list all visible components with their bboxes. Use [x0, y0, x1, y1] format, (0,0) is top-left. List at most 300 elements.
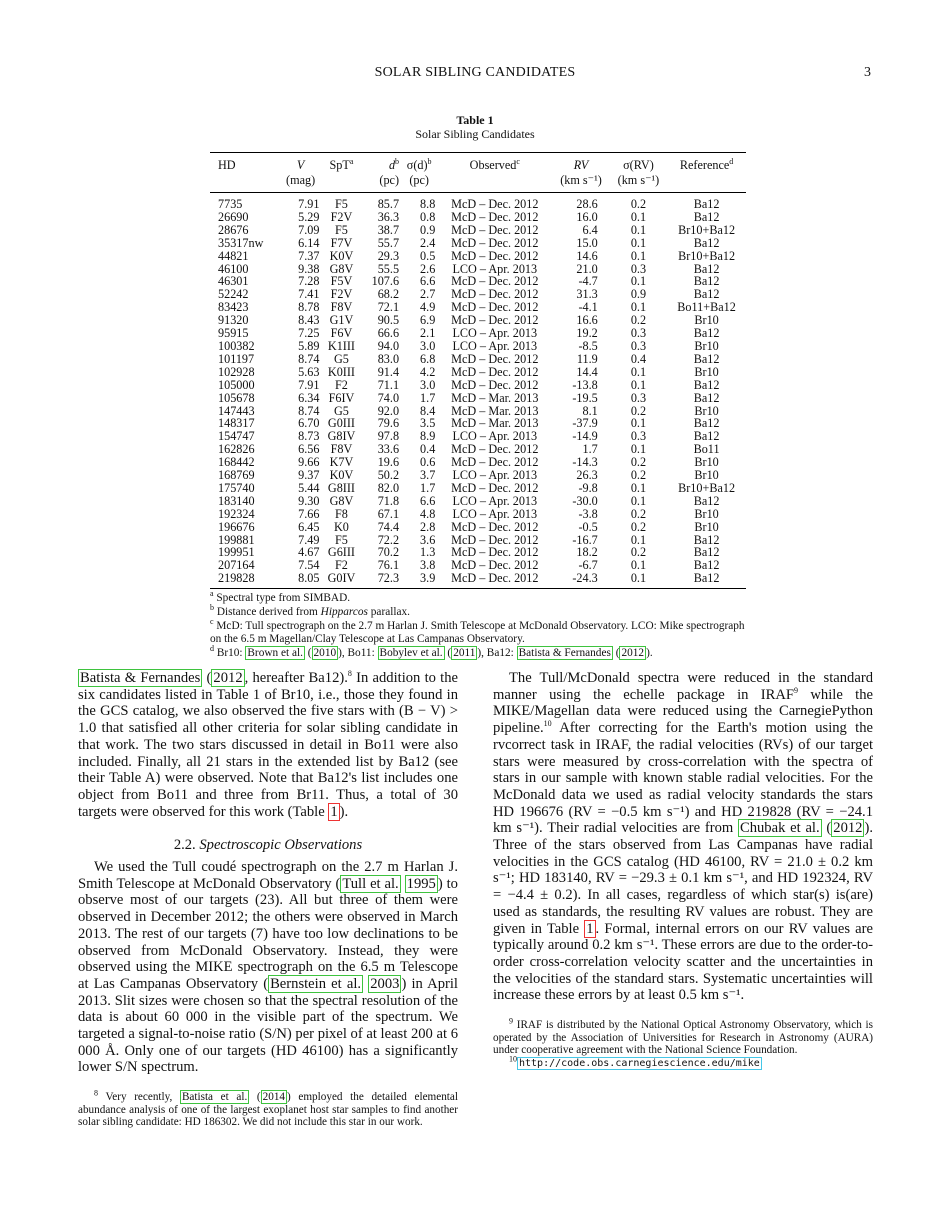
cell-observed: McD – Dec. 2012 — [451, 274, 539, 289]
cell-hd: 105678 — [218, 390, 255, 405]
cell-spt: F2 — [335, 558, 348, 573]
cell-sigma-rv: 0.2 — [630, 403, 647, 418]
cell-v: 5.44 — [298, 480, 320, 495]
cell-observed: McD – Dec. 2012 — [451, 287, 539, 302]
cell-rv: 14.6 — [576, 248, 598, 263]
cell-reference: Br10 — [694, 506, 719, 521]
cell-sigma-d: 3.5 — [420, 416, 436, 431]
cell-spt: K7V — [329, 455, 354, 470]
cell-sigma-d: 2.7 — [420, 287, 436, 302]
cell-hd: 148317 — [218, 416, 255, 431]
cell-d: 55.7 — [377, 235, 400, 250]
cell-rv: -8.5 — [578, 338, 598, 353]
cell-v: 5.89 — [298, 338, 320, 353]
cell-sigma-rv: 0.1 — [630, 442, 647, 457]
section-heading: 2.2. Spectroscopic Observations — [173, 837, 363, 854]
cell-reference: Br10+Ba12 — [678, 248, 736, 263]
cell-d: 72.2 — [377, 532, 400, 547]
cell-d: 50.2 — [377, 468, 400, 483]
cell-v: 7.49 — [298, 532, 320, 547]
cell-v: 5.63 — [298, 364, 320, 379]
cite-brown-2010[interactable]: Brown et al. — [247, 646, 303, 659]
cell-observed: LCO – Apr. 2013 — [452, 493, 538, 508]
page-number: 3 — [864, 65, 871, 80]
cell-observed: McD – Dec. 2012 — [451, 532, 539, 547]
cell-sigma-rv: 0.1 — [630, 558, 647, 573]
cell-hd: 196676 — [218, 519, 255, 534]
cell-spt: K0V — [329, 248, 354, 263]
table-note-a: $^a$ Spectral type from SIMBAD. — [210, 589, 351, 604]
cell-reference: Ba12 — [693, 377, 720, 392]
cell-v: 8.73 — [298, 429, 320, 444]
cell-d: 94.0 — [377, 338, 400, 353]
cell-hd: 192324 — [218, 506, 255, 521]
cell-sigma-rv: 0.1 — [630, 300, 647, 315]
col-spt: SpT$^a$ — [321, 153, 361, 174]
cell-rv: 16.0 — [576, 209, 598, 224]
table-row — [210, 572, 746, 588]
table-ref-1[interactable]: 1 — [330, 803, 338, 820]
cell-spt: K0V — [329, 468, 354, 483]
cell-v: 6.34 — [298, 390, 320, 405]
cell-sigma-d: 1.7 — [420, 390, 436, 405]
cell-reference: Br10 — [694, 455, 719, 470]
cell-rv: -16.7 — [572, 532, 598, 547]
cell-v: 6.56 — [298, 442, 320, 457]
cell-d: 71.1 — [377, 377, 400, 392]
cell-v: 4.67 — [298, 545, 320, 560]
table-caption — [0, 113, 950, 141]
footnote-ref-10: 10 — [543, 719, 552, 729]
cell-v: 6.70 — [298, 416, 320, 431]
cell-spt: F2V — [330, 209, 353, 224]
cell-hd: 168442 — [218, 455, 255, 470]
footnote-8: $^8$ Very recently, Batista et al. ( 2014 ) employed the detailed elemental abundance analysis of one of the largest exoplanet host star samples to find another solar sibling candidate: HD 186302. We did not include this star in our work. — [78, 1088, 458, 1129]
cell-d: 79.6 — [377, 416, 400, 431]
cite-batista-fernandes-year[interactable]: 2012 — [213, 670, 243, 686]
cell-reference: Ba12 — [693, 287, 720, 302]
cell-d: 91.4 — [377, 364, 400, 379]
cell-rv: 6.4 — [582, 222, 598, 237]
right-paragraph-1: The Tull/McDonald spectra were reduced in the standard manner using the echelle package in IRAF$^9$ while the MIKE/Magellan data were reduced using the CarnegiePython pipeline.$^{10}$ After correcting for the Earth's motion using the rvcorrect task in IRAF, the radial velocities (RVs) of our target stars were measured by cross-correlation with the spectra of stars in our sample with known stable radial velocities. For the McDonald data we used as radial velocity standards the stars HD 196676 (RV = −0.5 km s⁻¹) and HD 219828 (RV = −24.1 km s⁻¹). Their radial velocities are from Chubak et al. ( 2012 ). Three of the stars observed from Las Campanas have radial velocities in the GCS catalog (HD 46100, RV = 21.0 ± 0.2 km s⁻¹; HD 183140, RV = −29.3 ± 0.1 km s⁻¹, and HD 192324, RV = −4.4 ± 0.2). In all cases, regardless of which star(s) is(are) used as standards, the resulting RV values are robust. They are given in Table 1 . Formal, internal errors on our RV values are typically around 0.2 km s⁻¹. These errors are due to the order-to-order cross-correlation velocity scatter and the uncertainties in the velocities of the standard stars. Systematic uncertainties will increase these errors by at least 0.5 km s⁻¹. — [493, 670, 873, 1004]
table-notes — [210, 589, 746, 661]
table-row — [210, 379, 746, 392]
unit-sigma-rv: (km s⁻¹) — [610, 173, 667, 193]
cell-spt: F6V — [330, 326, 353, 341]
unit-rv: (km s⁻¹) — [552, 173, 609, 193]
cell-rv: -6.7 — [578, 558, 598, 573]
cell-sigma-d: 4.8 — [420, 506, 436, 521]
right-column — [493, 670, 873, 1070]
table-row — [210, 469, 746, 482]
cell-reference: Br10 — [694, 364, 719, 379]
cell-observed: McD – Dec. 2012 — [451, 235, 539, 250]
cell-d: 85.7 — [377, 197, 400, 211]
cell-spt: F2V — [330, 287, 353, 302]
col-reference: Reference$^d$ — [667, 153, 746, 174]
cell-sigma-rv: 0.2 — [630, 197, 647, 211]
cell-hd: 154747 — [218, 429, 255, 444]
col-d: $d^b$ — [361, 153, 401, 174]
cell-v: 7.28 — [298, 274, 320, 289]
cell-sigma-d: 0.9 — [420, 222, 436, 237]
table-row — [210, 495, 746, 508]
cell-spt: K0 — [334, 519, 349, 534]
cell-rv: -30.0 — [572, 493, 598, 508]
cell-v: 7.41 — [298, 287, 320, 302]
cite-bobylev-2011[interactable]: Bobylev et al. — [379, 646, 443, 659]
cell-observed: LCO – Apr. 2013 — [452, 338, 538, 353]
cell-reference: Ba12 — [693, 235, 720, 250]
cell-v: 8.05 — [280, 572, 322, 588]
cell-sigma-d: 2.8 — [420, 519, 436, 534]
cell-d: 55.5 — [377, 261, 400, 276]
cite-batista-2012-year[interactable]: 2012 — [621, 646, 645, 659]
cell-d: 29.3 — [377, 248, 400, 263]
cell-sigma-rv: 0.3 — [630, 326, 647, 341]
cell-sigma-d: 3.0 — [420, 377, 436, 392]
cell-v: 5.29 — [298, 209, 320, 224]
table-label: Table 1 — [456, 113, 494, 127]
cite-batista-2014-year[interactable]: 2014 — [262, 1091, 286, 1104]
table-row — [210, 508, 746, 521]
cell-rv: 28.6 — [576, 197, 598, 211]
cite-tull[interactable]: Tull et al. — [342, 875, 399, 892]
cell-rv: -9.8 — [578, 480, 598, 495]
cell-v: 8.78 — [298, 300, 320, 315]
cell-hd: 35317nw — [218, 235, 264, 250]
cell-v: 9.37 — [298, 468, 320, 483]
cell-d: 68.2 — [377, 287, 400, 302]
cell-sigma-d: 4.2 — [420, 364, 436, 379]
cell-sigma-d: 3.0 — [420, 338, 436, 353]
cell-spt: G5 — [334, 403, 349, 418]
cell-v: 9.66 — [298, 455, 320, 470]
cell-d: 70.2 — [377, 545, 400, 560]
col-hd: HD — [210, 153, 280, 174]
cell-d: 97.8 — [377, 429, 400, 444]
col-observed: Observed$^c$ — [437, 153, 552, 174]
cell-spt: F5V — [330, 274, 353, 289]
cell-spt: G8IV — [327, 429, 356, 444]
cell-rv: -0.5 — [578, 519, 598, 534]
footnote-10: $^{10}$ http://code.obs.carnegiescience.edu/mike — [509, 1053, 760, 1069]
table-header-row — [210, 153, 746, 174]
cell-v: 7.37 — [298, 248, 320, 263]
cell-sigma-d: 2.4 — [420, 235, 436, 250]
cell-spt: G6III — [327, 545, 355, 560]
cell-reference: Ba12 — [693, 209, 720, 224]
cell-sigma-rv: 0.1 — [630, 222, 647, 237]
cell-observed: McD – Mar. 2013 — [451, 403, 539, 418]
cell-spt: F7V — [330, 235, 353, 250]
cell-observed: McD – Dec. 2012 — [451, 519, 539, 534]
table-row — [210, 340, 746, 353]
cell-v: 6.45 — [298, 519, 320, 534]
cell-rv: 21.0 — [576, 261, 598, 276]
unit-sigma-d: (pc) — [401, 173, 437, 193]
cell-spt: G8III — [327, 480, 355, 495]
cell-hd: 175740 — [218, 480, 255, 495]
cite-batista-2012[interactable]: Batista & Fernandes — [518, 646, 611, 659]
cell-d: 72.3 — [361, 572, 401, 588]
unit-spt — [321, 173, 361, 193]
cell-sigma-d: 2.1 — [420, 326, 436, 341]
cell-rv: 15.0 — [576, 235, 598, 250]
cell-spt: F8V — [330, 442, 353, 457]
cite-batista-2014[interactable]: Batista et al. — [181, 1091, 248, 1104]
unit-hd — [210, 173, 280, 193]
cell-reference: Bo11+Ba12 — [677, 300, 736, 315]
cell-v: 7.25 — [298, 326, 320, 341]
cell-v: 6.14 — [298, 235, 320, 250]
cell-spt: K1III — [327, 338, 355, 353]
cell-sigma-rv: 0.2 — [630, 468, 647, 483]
table-note-c: $^c$ McD: Tull spectrograph on the 2.7 m Harlan J. Smith Telescope at McDonald Observatory. LCO: Mike spectrograph on the 6.5 m Magellan/Clay Telescope at Las Campanas Observatory. — [210, 617, 745, 645]
cell-observed: McD – Dec. 2012 — [451, 480, 539, 495]
table-row — [210, 392, 746, 405]
cell-hd: 162826 — [218, 442, 255, 457]
cell-reference: Br10+Ba12 — [678, 222, 736, 237]
cell-reference: Br10 — [694, 338, 719, 353]
cite-chubak-year[interactable]: 2012 — [833, 820, 863, 837]
cell-sigma-d: 6.8 — [420, 351, 436, 366]
cell-hd: 83423 — [218, 300, 249, 315]
cell-d: 92.0 — [377, 403, 400, 418]
cell-v: 7.66 — [298, 506, 320, 521]
cell-v: 7.54 — [298, 558, 320, 573]
cell-d: 83.0 — [377, 351, 400, 366]
cell-rv: 26.3 — [576, 468, 598, 483]
cell-sigma-rv: 0.1 — [630, 416, 647, 431]
cell-spt: F5 — [335, 197, 348, 211]
cell-d: 36.3 — [377, 209, 400, 224]
cell-sigma-d: 8.9 — [420, 429, 436, 444]
cell-observed: McD – Dec. 2012 — [451, 197, 539, 211]
cell-d: 66.6 — [377, 326, 400, 341]
cell-observed: McD – Dec. 2012 — [451, 442, 539, 457]
footnote-ref-8: 8 — [347, 669, 352, 679]
cell-sigma-rv: 0.1 — [630, 480, 647, 495]
page-header — [0, 65, 950, 87]
left-paragraph-1: Batista & Fernandes ( 2012 , hereafter Ba12).$^8$ In addition to the six candidates listed in Table 1 of Br10, i.e., those they found in the GCS catalog, we also observed the five stars with (B − V) > 1.0 that satisfied all other criteria for solar sibling candidate in that work. The two stars discussed in detail in Bo11 were also included. Finally, all 21 stars in the extended list by Ba12 (see their Table A) were observed. Note that Ba12's list includes one object from Bo11 and three from Br11. Thus, a total of 30 targets were observed for this work (Table 1 ). — [78, 669, 458, 820]
cell-rv: 14.4 — [576, 364, 598, 379]
cell-reference: Br10 — [694, 519, 719, 534]
cell-observed: McD – Dec. 2012 — [451, 222, 539, 237]
cell-sigma-rv: 0.3 — [630, 261, 647, 276]
cell-rv: -14.9 — [572, 429, 598, 444]
cell-reference: Ba12 — [693, 429, 720, 444]
cell-spt: F8V — [330, 300, 353, 315]
cell-d: 33.6 — [377, 442, 400, 457]
cell-sigma-rv: 0.4 — [630, 351, 647, 366]
cell-rv: -3.8 — [578, 506, 598, 521]
cell-sigma-rv: 0.2 — [630, 313, 647, 328]
table-row — [210, 250, 746, 263]
cell-sigma-rv: 0.3 — [630, 429, 647, 444]
cell-observed: McD – Mar. 2013 — [451, 416, 539, 431]
cell-hd: 46301 — [218, 274, 249, 289]
cell-hd: 7735 — [218, 197, 243, 211]
cell-rv: -13.8 — [572, 377, 598, 392]
cite-brown-2010-year[interactable]: 2010 — [313, 646, 337, 659]
cell-reference: Br10 — [694, 313, 719, 328]
cell-sigma-d: 8.8 — [420, 197, 436, 211]
cell-sigma-rv: 0.2 — [630, 519, 647, 534]
cell-hd: 183140 — [218, 493, 255, 508]
cell-hd: 219828 — [210, 572, 280, 588]
cell-d: 76.1 — [377, 558, 400, 573]
cell-sigma-rv: 0.1 — [630, 248, 647, 263]
col-sigma-rv: σ(RV) — [610, 153, 667, 174]
cell-observed: LCO – Apr. 2013 — [452, 468, 538, 483]
cell-d: 19.6 — [377, 455, 400, 470]
cell-d: 90.5 — [377, 313, 400, 328]
cell-rv: -14.3 — [572, 455, 598, 470]
cell-observed: McD – Dec. 2012 — [451, 377, 539, 392]
cell-sigma-rv: 0.1 — [630, 235, 647, 250]
cell-v: 8.43 — [298, 313, 320, 328]
cell-spt: F5 — [335, 532, 348, 547]
cell-hd: 91320 — [218, 313, 249, 328]
cell-sigma-rv: 0.2 — [630, 545, 647, 560]
cell-rv: -4.7 — [578, 274, 598, 289]
table-row — [210, 211, 746, 224]
cell-sigma-rv: 0.2 — [630, 455, 647, 470]
cell-observed: McD – Dec. 2012 — [451, 300, 539, 315]
cell-spt: G0IV — [321, 572, 361, 588]
cell-d: 38.7 — [377, 222, 400, 237]
cell-sigma-rv: 0.2 — [630, 506, 647, 521]
cell-reference: Ba12 — [693, 274, 720, 289]
cell-sigma-rv: 0.1 — [630, 532, 647, 547]
cell-sigma-d: 6.6 — [420, 493, 436, 508]
cell-sigma-d: 1.7 — [420, 480, 436, 495]
cell-observed: McD – Dec. 2012 — [451, 455, 539, 470]
cell-reference: Br10+Ba12 — [678, 480, 736, 495]
cell-v: 7.09 — [298, 222, 320, 237]
unit-v: (mag) — [280, 173, 322, 193]
cell-observed: McD – Dec. 2012 — [451, 313, 539, 328]
table-row — [210, 521, 746, 534]
cite-bernstein-year[interactable]: 2003 — [370, 975, 400, 992]
cite-tull-year[interactable]: 1995 — [406, 875, 436, 892]
col-rv: RV — [552, 153, 609, 174]
table-row — [210, 353, 746, 366]
cell-v: 8.74 — [298, 403, 320, 418]
cell-rv: 16.6 — [576, 313, 598, 328]
cell-sigma-d: 3.9 — [401, 572, 437, 588]
cell-observed: LCO – Apr. 2013 — [452, 429, 538, 444]
cell-observed: McD – Dec. 2012 — [451, 209, 539, 224]
cell-observed: McD – Mar. 2013 — [451, 390, 539, 405]
table-title: Solar Sibling Candidates — [415, 127, 535, 141]
cell-sigma-d: 3.8 — [420, 558, 436, 573]
cell-hd: 26690 — [218, 209, 249, 224]
cell-observed: McD – Dec. 2012 — [451, 364, 539, 379]
cell-sigma-rv: 0.3 — [630, 338, 647, 353]
cell-rv: -24.3 — [552, 572, 609, 588]
cell-reference: Ba12 — [693, 261, 720, 276]
cell-observed: McD – Dec. 2012 — [451, 558, 539, 573]
cell-d: 72.1 — [377, 300, 400, 315]
cell-reference: Br10 — [694, 403, 719, 418]
cell-sigma-d: 2.6 — [420, 261, 436, 276]
cell-hd: 95915 — [218, 326, 249, 341]
table-note-b: $^b$ Distance derived from Hipparcos parallax. — [210, 603, 410, 619]
cell-d: 74.0 — [377, 390, 400, 405]
cell-reference: Ba12 — [693, 416, 720, 431]
cell-observed: McD – Dec. 2012 — [451, 351, 539, 366]
cell-spt: G0III — [327, 416, 355, 431]
cell-hd: 46100 — [218, 261, 249, 276]
cell-spt: F5 — [335, 222, 348, 237]
cite-bobylev-2011-year[interactable]: 2011 — [453, 646, 476, 659]
cell-sigma-d: 1.3 — [420, 545, 436, 560]
cell-d: 74.4 — [377, 519, 400, 534]
cell-spt: F8 — [335, 506, 348, 521]
col-sigma-d: $\sigma(d)^b$ — [401, 153, 437, 174]
cell-reference: Br10 — [694, 468, 719, 483]
cell-reference: Ba12 — [667, 572, 746, 588]
cell-d: 67.1 — [377, 506, 400, 521]
table-row — [210, 482, 746, 495]
table-note-d: $^d$ Br10: Brown et al. ( 2010 ), Bo11: Bobylev et al. ( 2011 ), Ba12: Batista & Fernandes ( 2012 ). — [210, 644, 653, 659]
unit-d: (pc) — [361, 173, 401, 193]
cell-sigma-rv: 0.1 — [610, 572, 667, 588]
cite-bernstein[interactable]: Bernstein et al. — [270, 975, 362, 992]
cell-sigma-d: 8.4 — [420, 403, 436, 418]
cell-hd: 100382 — [218, 338, 255, 353]
table-row — [210, 224, 746, 237]
cell-rv: 11.9 — [576, 351, 598, 366]
cite-batista-fernandes[interactable]: Batista & Fernandes — [80, 670, 201, 686]
cell-reference: Ba12 — [693, 326, 720, 341]
cell-sigma-rv: 0.1 — [630, 209, 647, 224]
cell-v: 7.91 — [298, 377, 320, 392]
cell-rv: -19.5 — [572, 390, 598, 405]
unit-reference — [667, 173, 746, 193]
left-column — [78, 670, 458, 1129]
cell-v: 7.91 — [298, 197, 320, 211]
cell-hd: 168769 — [218, 468, 255, 483]
cite-chubak[interactable]: Chubak et al. — [739, 820, 820, 837]
cell-hd: 207164 — [218, 558, 255, 573]
table-row — [210, 366, 746, 379]
unit-observed — [437, 173, 552, 193]
cell-reference: Bo11 — [693, 442, 720, 457]
mike-url-link[interactable]: http://code.obs.carnegiescience.edu/mike — [519, 1057, 760, 1069]
cell-d: 107.6 — [371, 274, 400, 289]
cell-hd: 44821 — [218, 248, 249, 263]
cell-hd: 199881 — [218, 532, 255, 547]
table-row — [210, 237, 746, 250]
cell-d: 82.0 — [377, 480, 400, 495]
cell-rv: -4.1 — [578, 300, 598, 315]
cell-sigma-d: 6.9 — [420, 313, 436, 328]
cell-rv: 1.7 — [582, 442, 598, 457]
cell-sigma-rv: 0.1 — [630, 377, 647, 392]
running-title: SOLAR SIBLING CANDIDATES — [374, 65, 576, 80]
cell-hd: 147443 — [218, 403, 255, 418]
table-ref-1-right[interactable]: 1 — [586, 920, 594, 937]
cell-spt: K0III — [327, 364, 355, 379]
cell-spt: G5 — [334, 351, 349, 366]
cell-spt: F2 — [335, 377, 348, 392]
cell-spt: F6IV — [328, 390, 355, 405]
cell-hd: 28676 — [218, 222, 249, 237]
cell-reference: Ba12 — [693, 390, 720, 405]
